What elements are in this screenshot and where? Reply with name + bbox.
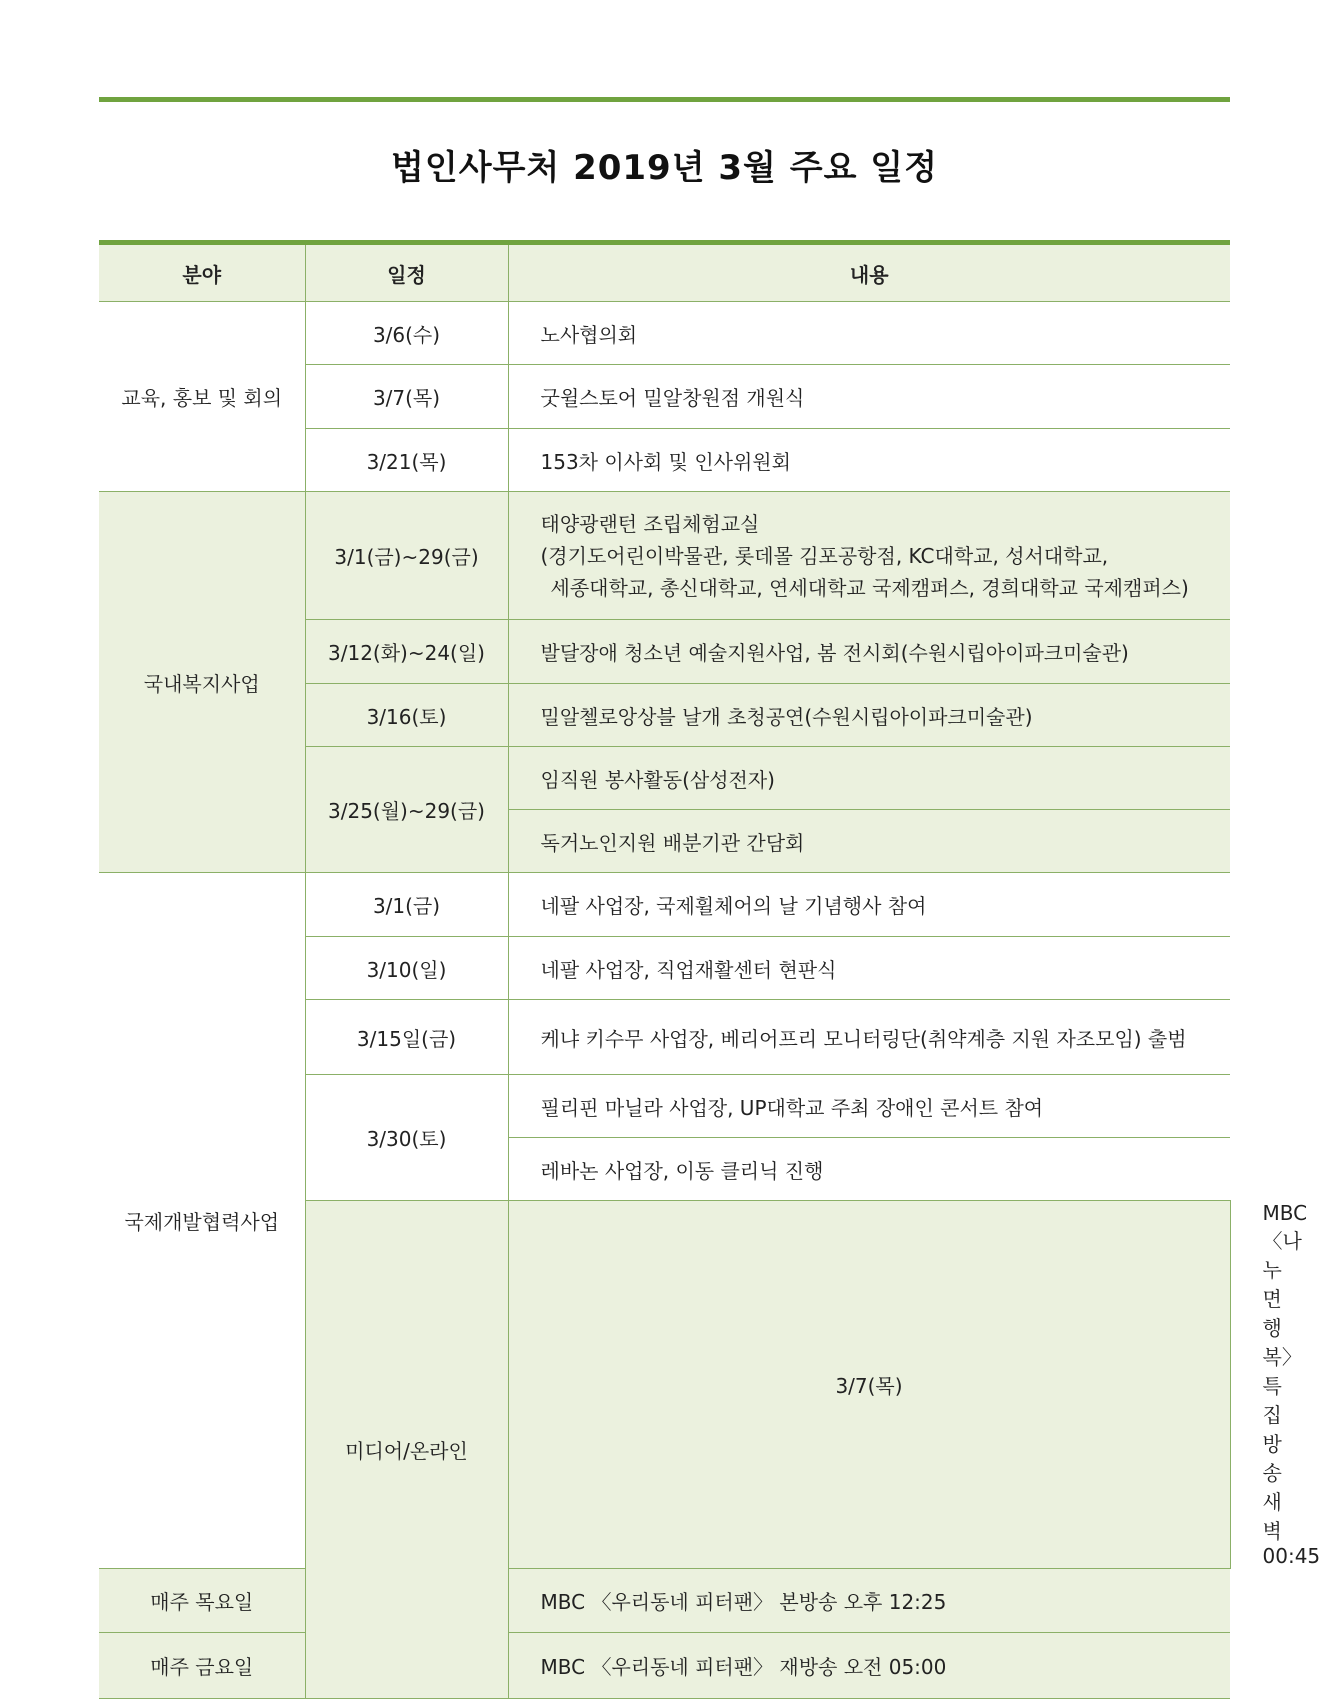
- content-cell: 필리핀 마닐라 사업장, UP대학교 주최 장애인 콘서트 참여: [508, 1075, 1230, 1138]
- table-row: 미디어/온라인 3/7(목) MBC 〈나누면 행복〉 특집방송 새벽 00:45: [99, 1201, 1230, 1569]
- content-cell: MBC 〈우리동네 피터팬〉 본방송 오후 12:25: [508, 1568, 1230, 1632]
- header-content: 내용: [508, 243, 1230, 302]
- content-line: (경기도어린이박물관, 롯데몰 김포공항점, KC대학교, 성서대학교,: [540, 543, 1109, 568]
- header-category: 분야: [99, 243, 305, 302]
- content-cell: [508, 492, 1230, 620]
- table-row: [99, 1568, 1230, 1632]
- content-line: 세종대학교, 총신대학교, 연세대학교 국제캠퍼스, 경희대학교 국제캠퍼스): [550, 575, 1189, 600]
- content-cell: 네팔 사업장, 직업재활센터 현판식: [508, 937, 1230, 1000]
- date-cell: 3/10(일): [305, 937, 508, 1000]
- content-cell: 레바논 사업장, 이동 클리닉 진행: [508, 1138, 1230, 1201]
- category-cell: 국내복지사업: [99, 492, 305, 873]
- table-header-row: [99, 243, 1230, 302]
- content-cell: 밀알첼로앙상블 날개 초청공연(수원시립아이파크미술관): [508, 684, 1230, 747]
- content-cell: 케냐 키수무 사업장, 베리어프리 모니터링단(취약계층 지원 자조모임) 출범: [508, 1000, 1230, 1075]
- date-cell: 3/12(화)~24(일): [305, 620, 508, 684]
- top-rule: [99, 97, 1230, 102]
- schedule-table: [99, 240, 1320, 1699]
- content-cell: 독거노인지원 배분기관 간담회: [508, 810, 1230, 873]
- date-cell: 매주 목요일: [99, 1568, 305, 1632]
- date-cell: 3/30(토): [305, 1075, 508, 1201]
- date-cell: 3/21(목): [305, 429, 508, 492]
- category-cell: 미디어/온라인: [305, 1201, 508, 1699]
- table-row: [99, 873, 1230, 937]
- content-cell: 굿윌스토어 밀알창원점 개원식: [508, 365, 1230, 429]
- content-cell: 153차 이사회 및 인사위원회: [508, 429, 1230, 492]
- date-cell: 3/7(목): [305, 365, 508, 429]
- date-cell: 3/1(금)~29(금): [305, 492, 508, 620]
- content-cell: 네팔 사업장, 국제휠체어의 날 기념행사 참여: [508, 873, 1230, 937]
- date-cell: 3/15일(금): [305, 1000, 508, 1075]
- date-cell: 3/7(목): [508, 1201, 1230, 1569]
- date-cell: 3/25(월)~29(금): [305, 747, 508, 873]
- date-cell: 3/6(수): [305, 302, 508, 365]
- category-cell: 국제개발협력사업: [99, 873, 305, 1569]
- content-cell: 임직원 봉사활동(삼성전자): [508, 747, 1230, 810]
- content-cell: 발달장애 청소년 예술지원사업, 봄 전시회(수원시립아이파크미술관): [508, 620, 1230, 684]
- header-schedule: 일정: [305, 243, 508, 302]
- date-cell: 3/1(금): [305, 873, 508, 937]
- content-line: 태양광랜턴 조립체험교실: [540, 511, 760, 536]
- content-cell: MBC 〈우리동네 피터팬〉 재방송 오전 05:00: [508, 1632, 1230, 1698]
- table-row: [99, 1632, 1230, 1698]
- date-cell: 3/16(토): [305, 684, 508, 747]
- content-cell: 노사협의회: [508, 302, 1230, 365]
- table-row: [99, 302, 1230, 365]
- page-title: 법인사무처 2019년 3월 주요 일정: [391, 148, 938, 188]
- date-cell: 매주 금요일: [99, 1632, 305, 1698]
- table-row: [99, 492, 1230, 620]
- category-cell: 교육, 홍보 및 회의: [99, 302, 305, 492]
